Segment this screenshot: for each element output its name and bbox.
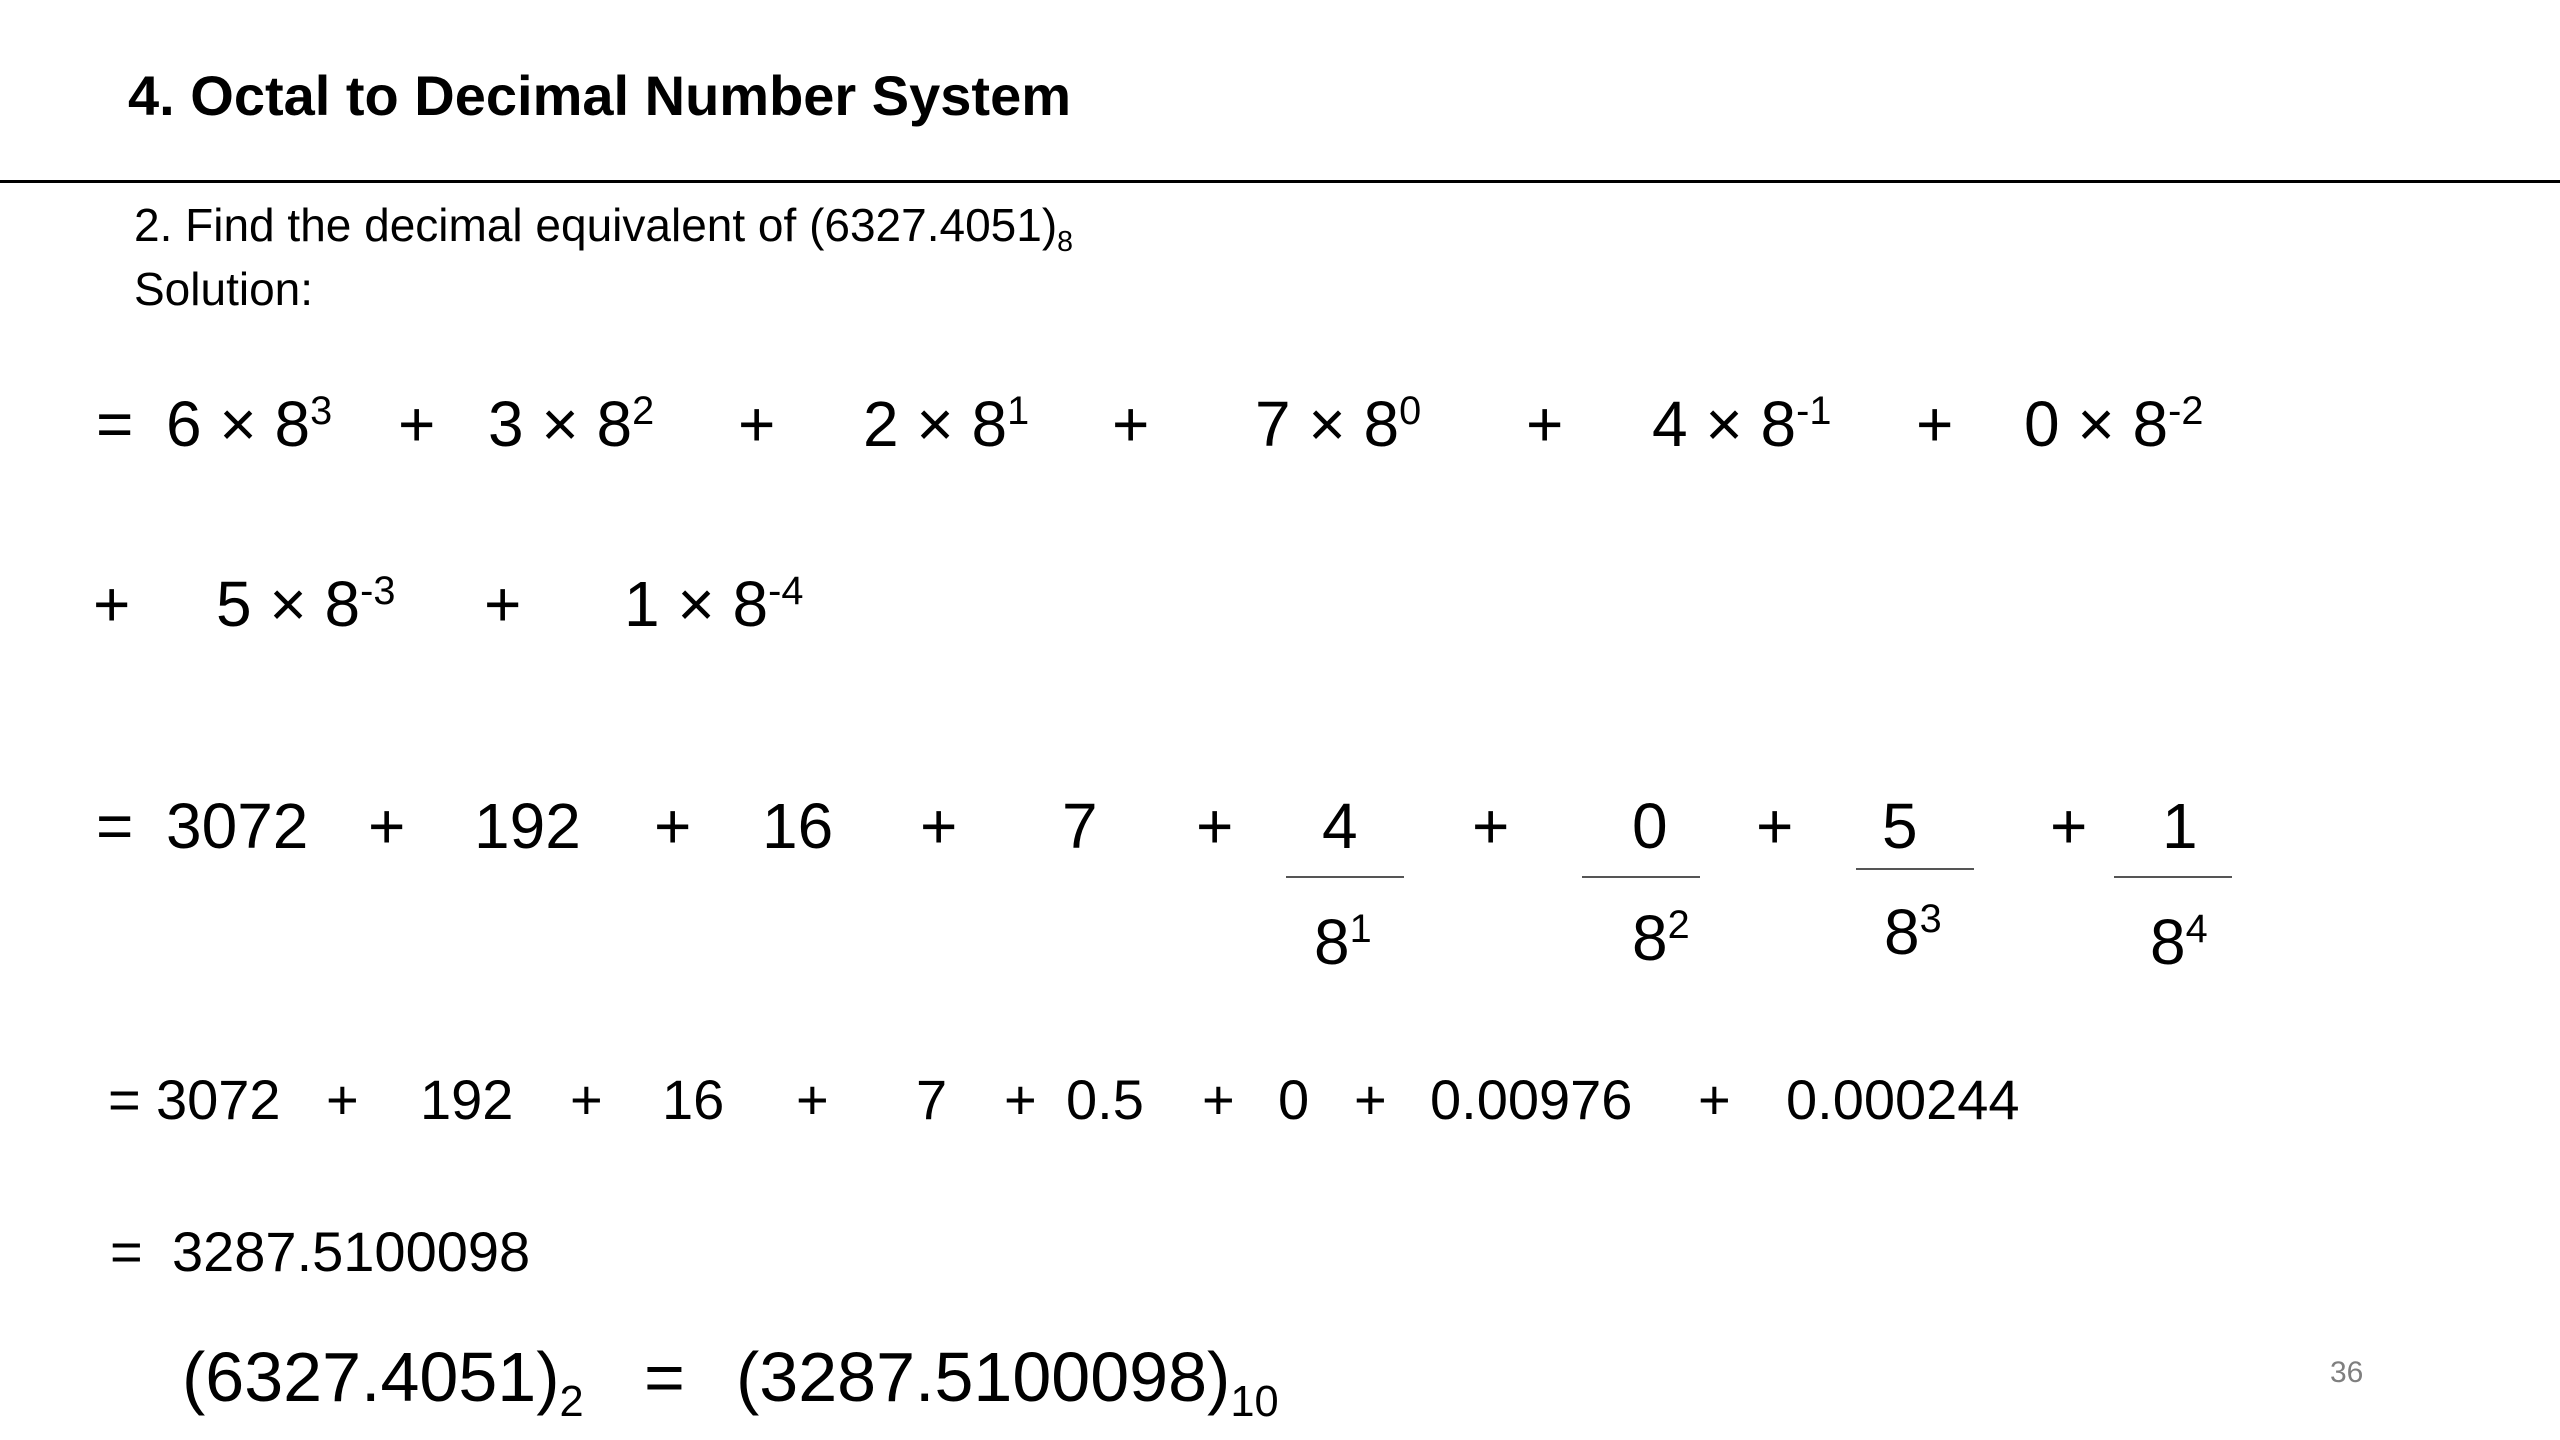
plus-sign: +: [570, 1068, 603, 1131]
fraction-bar: [2114, 876, 2232, 878]
value-term: 7: [916, 1068, 948, 1131]
power-term: $6 \times 8^3$: [166, 388, 333, 460]
equals-sign: =: [644, 1338, 685, 1416]
plus-sign: +: [2050, 790, 2088, 862]
slide-title: 4. Octal to Decimal Number System: [128, 64, 1072, 127]
value-term: 3072: [156, 1068, 281, 1131]
plus-sign: +: [1004, 1068, 1037, 1131]
plus-sign: +: [398, 388, 436, 460]
problem-statement: [134, 199, 1074, 258]
plus-sign: +: [1916, 388, 1954, 460]
power-term: $2 \times 8^1$: [863, 388, 1030, 460]
fraction-bar: [1856, 868, 1974, 870]
value-term: 16: [762, 790, 834, 862]
equals-sign: =: [110, 1220, 143, 1283]
plus-sign: +: [484, 568, 522, 640]
fraction-denominator: $8^2$: [1632, 902, 1690, 974]
value-term: 0.5: [1066, 1068, 1144, 1131]
value-term: 3072: [166, 790, 309, 862]
value-term: 0.00976: [1430, 1068, 1633, 1131]
plus-sign: +: [654, 790, 692, 862]
plus-sign: +: [1472, 790, 1510, 862]
problem-base: 8: [1057, 225, 1074, 258]
fraction-numerator: 0: [1632, 790, 1668, 862]
plus-sign: +: [1354, 1068, 1387, 1131]
plus-sign: +: [920, 790, 958, 862]
plus-sign: +: [1756, 790, 1794, 862]
power-term: $3 \times 8^2$: [488, 388, 655, 460]
final-lhs: $(6327.4051)_2$: [182, 1338, 584, 1427]
value-term: 0: [1278, 1068, 1310, 1131]
title-divider: [0, 180, 2560, 183]
page-number: 36: [2330, 1356, 2364, 1389]
plus-sign: +: [368, 790, 406, 862]
plus-sign: +: [326, 1068, 359, 1131]
final-rhs: $(3287.5100098)_{10}$: [736, 1338, 1279, 1427]
fraction-numerator: 4: [1322, 790, 1358, 862]
power-term: $5 \times 8^{-3}$: [216, 568, 396, 640]
power-term: $7 \times 8^0$: [1255, 388, 1422, 460]
equals-sign: =: [96, 388, 134, 460]
equals-sign: =: [96, 790, 134, 862]
plus-sign: +: [1112, 388, 1150, 460]
value-term: 192: [474, 790, 581, 862]
power-term: $4 \times 8^{-1}$: [1652, 388, 1832, 460]
fraction-bar: [1286, 876, 1404, 878]
plus-sign: +: [1202, 1068, 1235, 1131]
power-term: $1 \times 8^{-4}$: [624, 568, 804, 640]
power-term: $0 \times 8^{-2}$: [2024, 388, 2204, 460]
equals-sign: =: [108, 1068, 141, 1131]
problem-text: 2. Find the decimal equivalent of (6327.4051): [134, 199, 1058, 251]
plus-sign: +: [93, 568, 131, 640]
plus-sign: +: [1196, 790, 1234, 862]
value-term: 7: [1062, 790, 1098, 862]
result-value: 3287.5100098: [172, 1220, 531, 1283]
fraction-numerator: 5: [1882, 790, 1918, 862]
value-term: 16: [662, 1068, 725, 1131]
fraction-numerator: 1: [2162, 790, 2198, 862]
plus-sign: +: [738, 388, 776, 460]
fraction-bar: [1582, 876, 1700, 878]
plus-sign: +: [1698, 1068, 1731, 1131]
value-term: 192: [420, 1068, 514, 1131]
fraction-denominator: $8^4$: [2150, 906, 2208, 978]
plus-sign: +: [796, 1068, 829, 1131]
value-term: 0.000244: [1786, 1068, 2020, 1131]
plus-sign: +: [1526, 388, 1564, 460]
solution-label: Solution:: [134, 263, 314, 315]
fraction-denominator: $8^3$: [1884, 896, 1942, 968]
fraction-denominator: $8^1$: [1314, 906, 1372, 978]
